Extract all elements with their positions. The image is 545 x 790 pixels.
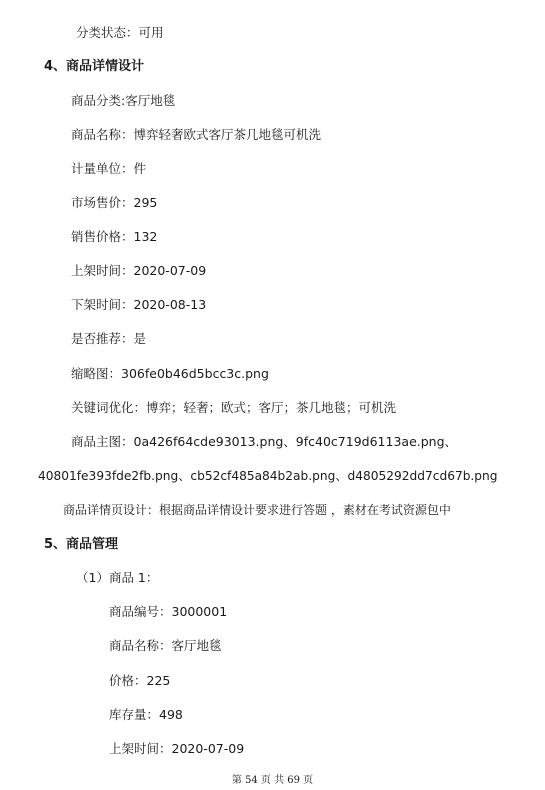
- detail-page-design-line: 商品详情页设计：根据商品详情设计要求进行答题 ，素材在考试资源包中: [63, 503, 451, 517]
- main-images-line: 商品主图：0a426f64cde93013.png、9fc40c719d6113ae.png、: [71, 434, 458, 449]
- product-1-title: （1）商品 1：: [76, 570, 159, 585]
- product-name-line: 商品名称：博弈轻奢欧式客厅茶几地毯可机洗: [71, 127, 322, 142]
- sale-price-line: 销售价格：132: [71, 229, 158, 244]
- market-price-line: 市场售价：295: [71, 195, 158, 210]
- product-1-listing-time-line: 上架时间：2020-07-09: [109, 741, 245, 756]
- section-4-heading: 4、商品详情设计: [44, 59, 145, 74]
- product-category-line: 商品分类:客厅地毯: [71, 93, 176, 108]
- category-status-line: 分类状态：可用: [76, 25, 164, 40]
- keywords-line: 关键词优化：博弈；轻奢；欧式；客厅；茶几地毯；可机洗: [71, 400, 397, 415]
- listing-time-line: 上架时间：2020-07-09: [71, 263, 207, 278]
- product-id-line: 商品编号：3000001: [109, 604, 228, 619]
- main-images-continued-line: 40801fe393fde2fb.png、cb52cf485a84b2ab.png、d4805292dd7cd67b.png: [38, 469, 498, 483]
- page-number-footer: 第 54 页 共 69 页: [231, 775, 314, 786]
- recommended-line: 是否推荐：是: [71, 331, 147, 346]
- product-1-name-line: 商品名称：客厅地毯: [109, 638, 222, 653]
- section-5-heading: 5、商品管理: [44, 537, 119, 552]
- unit-line: 计量单位：件: [71, 161, 147, 176]
- delisting-time-line: 下架时间：2020-08-13: [71, 297, 207, 312]
- price-line: 价格：225: [109, 673, 171, 688]
- thumbnail-line: 缩略图：306fe0b46d5bcc3c.png: [71, 366, 269, 381]
- stock-line: 库存量：498: [109, 707, 183, 722]
